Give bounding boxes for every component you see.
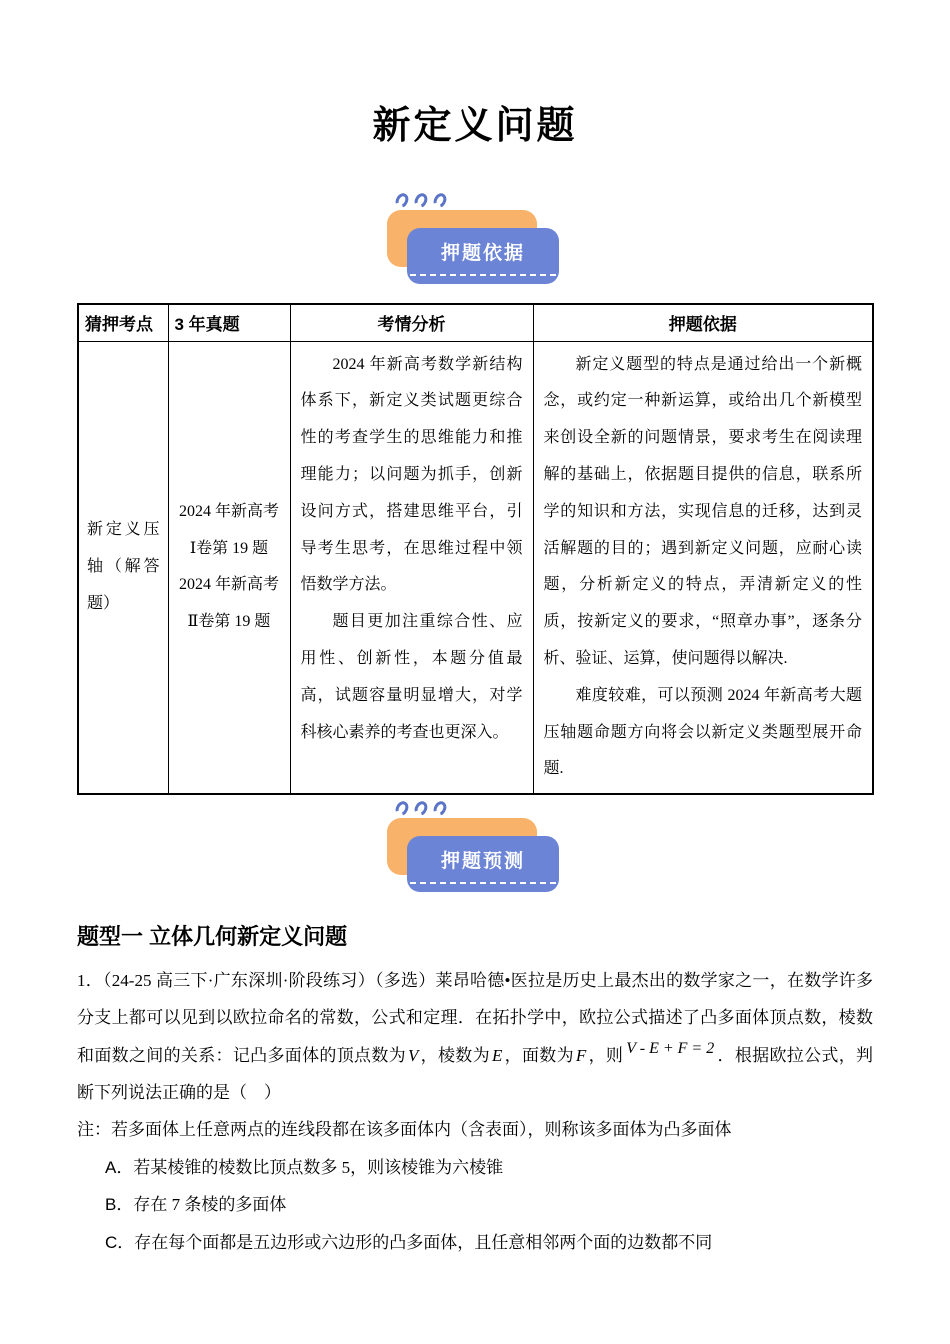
zhenti-line: 2024 年新高考 (178, 502, 279, 520)
cell-kaoqing (290, 341, 533, 794)
ring-icon (431, 191, 449, 210)
math-var-f: F (575, 1045, 587, 1065)
question-1 (77, 962, 873, 1261)
ring-icon (412, 191, 430, 210)
option-b (77, 1186, 873, 1223)
option-a-label: A． (105, 1157, 134, 1177)
question-text: ，面数为 (504, 1045, 574, 1065)
option-a-text: 若某棱锥的棱数比顶点数多 5，则该棱锥为六棱锥 (133, 1157, 504, 1177)
page-title: 新定义问题 (372, 105, 578, 147)
yiju-paragraph: 新定义题型的特点是通过给出一个新概念，或约定一种新运算，或给出几个新模型来创设全新的问题情景，要求考生在阅读理解的基础上，依据题目提供的信息，联系所学的知识和方法，实现信息的迁移，达到灵活解题的目的；遇到新定义问题，应耐心读题，分析新定义的特点，弄清新定义的性质，按新定义的要求，“照章办事”，逐条分析、验证、运算，使问题得以解决. (543, 355, 862, 668)
question-text: ，棱数为 (420, 1045, 490, 1065)
badge-label: 押题依据 (440, 242, 525, 264)
question-text: （24-25 高三下·广东深圳·阶段练习）（多选）莱昂哈德•医拉是历史上最杰出的数学家之一，在数学许多分支上都可以见到以欧拉命名的常数，公式和定理．在拓扑学中，欧拉公式描述了凸多面体顶点数，棱数和面数之间的关系：记凸多面体的顶点数为 (77, 970, 874, 1065)
kaoqing-paragraph: 2024 年新高考数学新结构体系下，新定义类试题更综合性的考查学生的思维能力和推理能力；以问题为抓手，创新设问方式，搭建思维平台，引导考生思考，在思维过程中领悟数学方法。 (300, 355, 523, 594)
cell-yiju (533, 341, 873, 794)
euler-formula: V - E + F = 2 (626, 1039, 715, 1057)
binder-rings-icon (396, 193, 446, 208)
table-header-row (78, 304, 873, 341)
ring-icon (393, 799, 411, 818)
question-text: ．根据欧拉公式，判断下列说法正确的是（ ） (77, 1045, 874, 1103)
math-var-e: E (491, 1045, 503, 1065)
badge-front-card (407, 228, 559, 284)
zhenti-line: Ⅱ卷第 19 题 (187, 613, 271, 631)
option-a (77, 1149, 873, 1186)
option-b-text: 存在 7 条棱的多面体 (133, 1195, 287, 1215)
option-c-label: C． (105, 1232, 135, 1252)
exam-analysis-table (77, 303, 874, 795)
zhenti-line: 2024 年新高考 (178, 576, 279, 594)
binder-rings-icon (396, 801, 446, 816)
dashed-line (410, 274, 556, 276)
yiju-paragraph: 难度较难，可以预测 2024 年新高考大题压轴题命题方向将会以新定义类题型展开命题. (543, 686, 862, 778)
table-header-kaoqing: 考情分析 (290, 304, 533, 341)
option-c (77, 1224, 873, 1261)
question-text: ，则 (588, 1045, 624, 1065)
table-row (78, 341, 873, 794)
cell-kaodian: 新定义压轴（解答题） (78, 341, 168, 794)
question-number: 1． (77, 970, 104, 990)
ring-icon (412, 799, 430, 818)
section-heading: 题型一 立体几何新定义问题 (77, 924, 348, 950)
badge-front-card (407, 836, 559, 892)
question-stem (77, 962, 873, 1112)
zhenti-line: Ⅰ卷第 19 题 (189, 539, 269, 557)
ring-icon (393, 191, 411, 210)
ring-icon (431, 799, 449, 818)
badge-yati-yiju (382, 193, 568, 289)
option-c-text: 存在每个面都是五边形或六边形的凸多面体，且任意相邻两个面的边数都不同 (134, 1232, 713, 1252)
cell-zhenti (168, 341, 290, 794)
kaoqing-paragraph: 题目更加注重综合性、应用性、创新性，本题分值最高，试题容量明显增大，对学科核心素养的考查也更深入。 (300, 613, 523, 741)
table-header-yiju: 押题依据 (533, 304, 873, 341)
dashed-line (410, 882, 556, 884)
math-var-v: V (407, 1045, 419, 1065)
badge-yati-yuce (382, 801, 568, 897)
badge-label: 押题预测 (440, 850, 525, 872)
table-header-zhenti: 3 年真题 (168, 304, 290, 341)
option-b-label: B． (105, 1195, 134, 1215)
table-header-kaodian: 猜押考点 (78, 304, 168, 341)
question-note: 注：若多面体上任意两点的连线段都在该多面体内（含表面），则称该多面体为凸多面体 (77, 1120, 732, 1140)
